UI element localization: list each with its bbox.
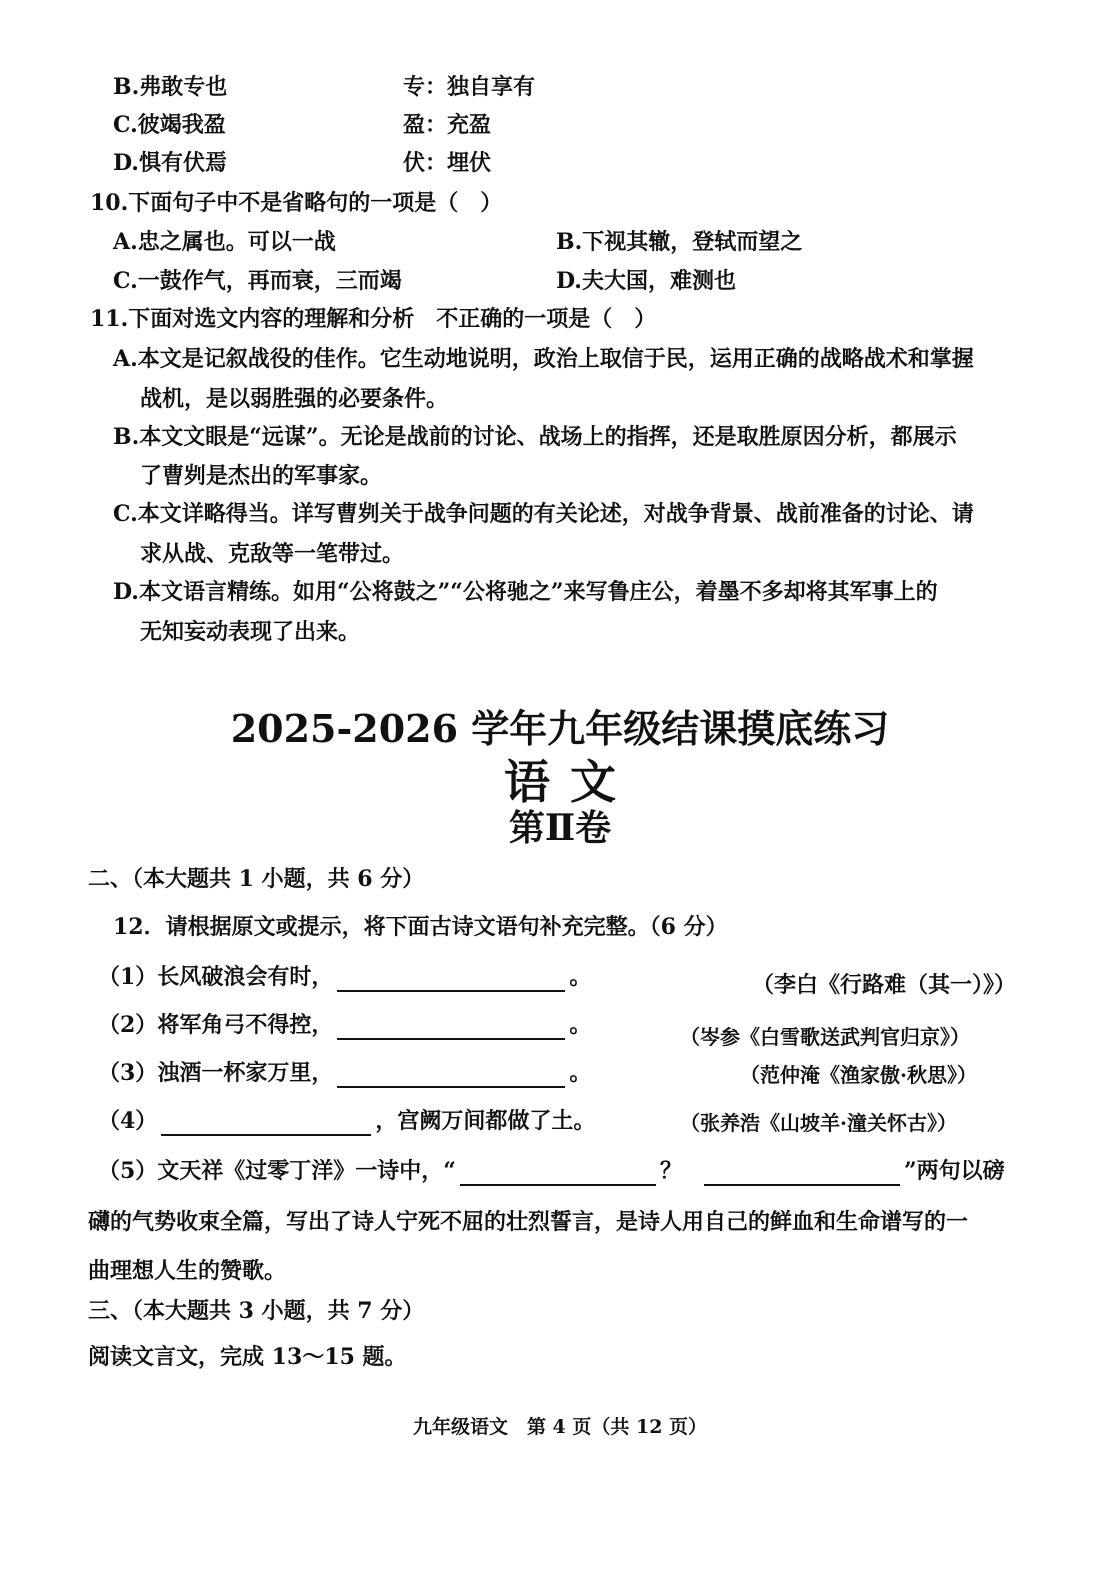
q12-item-4-blank[interactable] [161, 1112, 371, 1136]
q9-option-d: D.惧有伏焉 [113, 150, 227, 176]
section3-intro: 阅读文言文，完成 13～15 题。 [88, 1344, 407, 1370]
q10-option-d: D.夫大国，难测也 [556, 268, 736, 294]
q12-item-1-source: （李白《行路难（其一）》） [752, 972, 1017, 998]
exam-title: 2025-2026 学年九年级结课摸底练习 [230, 706, 890, 751]
page-footer: 九年级语文 第 4 页（共 12 页） [412, 1416, 708, 1438]
q12-item-2 [98, 1010, 591, 1040]
q12-item-2-end: 。 [569, 1012, 592, 1038]
q12-item-1-num: （1） [98, 964, 158, 990]
q9-option-b: B.弗敢专也 [113, 74, 228, 100]
q12-item-4-text: ，宫阙万间都做了土。 [375, 1108, 596, 1134]
q11-option-a-line2: 战机，是以弱胜强的必要条件。 [140, 386, 449, 412]
q12-item-2-num: （2） [98, 1012, 158, 1038]
q12-item-1-end: 。 [569, 964, 592, 990]
volume-title: 第Ⅱ卷 [508, 807, 612, 849]
q12-item-3-end: 。 [569, 1060, 592, 1086]
q11-option-b-line1: B.本文文眼是“远谋”。无论是战前的讨论、战场上的指挥，还是取胜原因分析，都展示 [113, 424, 957, 450]
q11-option-d-line1: D.本文语言精练。如用“公将鼓之”“公将驰之”来写鲁庄公，着墨不多却将其军事上的 [113, 579, 938, 605]
q12-item-4-num: （4） [98, 1108, 158, 1134]
q12-item-2-source: （岑参《白雪歌送武判官归京》） [680, 1025, 970, 1049]
q12-item-5-blank-1[interactable] [460, 1162, 656, 1186]
q12-item-2-blank[interactable] [337, 1016, 565, 1040]
q11-stem: 11.下面对选文内容的理解和分析 不正确的一项是（ ） [90, 306, 657, 332]
q10-stem: 10.下面句子中不是省略句的一项是（ ） [90, 190, 503, 216]
q10-option-a: A.忠之属也。可以一战 [113, 229, 336, 255]
q9-option-d-gloss: 伏：埋伏 [403, 150, 492, 176]
q12-item-4 [98, 1106, 595, 1136]
q12-item-1 [98, 962, 591, 992]
q11-option-b-line2: 了曹刿是杰出的军事家。 [140, 463, 383, 489]
section3-heading: 三、（本大题共 3 小题，共 7 分） [88, 1298, 425, 1324]
q12-item-4-source: （张养浩《山坡羊·潼关怀古》） [680, 1111, 957, 1135]
q12-item-3 [98, 1058, 591, 1088]
section2-heading: 二、（本大题共 1 小题，共 6 分） [88, 866, 425, 892]
q12-item-5-start: （5）文天祥《过零丁洋》一诗中，“ [98, 1158, 456, 1184]
q12-item-2-text: 将军角弓不得控， [157, 1012, 334, 1038]
q9-option-c-gloss: 盈：充盈 [403, 112, 492, 138]
q11-option-c-line1: C.本文详略得当。详写曹刿关于战争问题的有关论述，对战争背景、战前准备的讨论、请 [113, 501, 974, 527]
q12-item-5-blank-2[interactable] [704, 1162, 900, 1186]
q12-item-5-line2: 礴的气势收束全篇，写出了诗人宁死不屈的壮烈誓言，是诗人用自己的鲜血和生命谱写的一 [88, 1209, 969, 1235]
q11-option-c-line2: 求从战、克敌等一笔带过。 [140, 541, 405, 567]
q12-item-1-text: 长风破浪会有时， [157, 964, 334, 990]
subject-title: 语文 [504, 755, 636, 809]
q10-option-b: B.下视其辙，登轼而望之 [556, 229, 803, 255]
q12-item-5-line1 [98, 1156, 1005, 1186]
q12-stem: 12．请根据原文或提示，将下面古诗文语句补充完整。（6 分） [113, 914, 728, 940]
q12-item-3-num: （3） [98, 1060, 158, 1086]
q12-item-5-line3: 曲理想人生的赞歌。 [88, 1258, 287, 1284]
q9-option-c: C.彼竭我盈 [113, 112, 226, 138]
q9-option-b-gloss: 专：独自享有 [403, 74, 536, 100]
q10-option-c: C.一鼓作气，再而衰，三而竭 [113, 268, 402, 294]
q11-option-d-line2: 无知妄动表现了出来。 [140, 619, 361, 645]
q12-item-3-text: 浊酒一杯家万里， [157, 1060, 334, 1086]
q12-item-3-source: （范仲淹《渔家傲·秋思》） [740, 1063, 977, 1087]
q12-item-5-end: ”两句以磅 [903, 1158, 1005, 1184]
q12-item-1-blank[interactable] [337, 968, 565, 992]
q12-item-3-blank[interactable] [337, 1064, 565, 1088]
q11-option-a-line1: A.本文是记叙战役的佳作。它生动地说明，政治上取信于民，运用正确的战略战术和掌握 [113, 346, 974, 372]
q12-item-5-mid: ？ [659, 1158, 682, 1184]
